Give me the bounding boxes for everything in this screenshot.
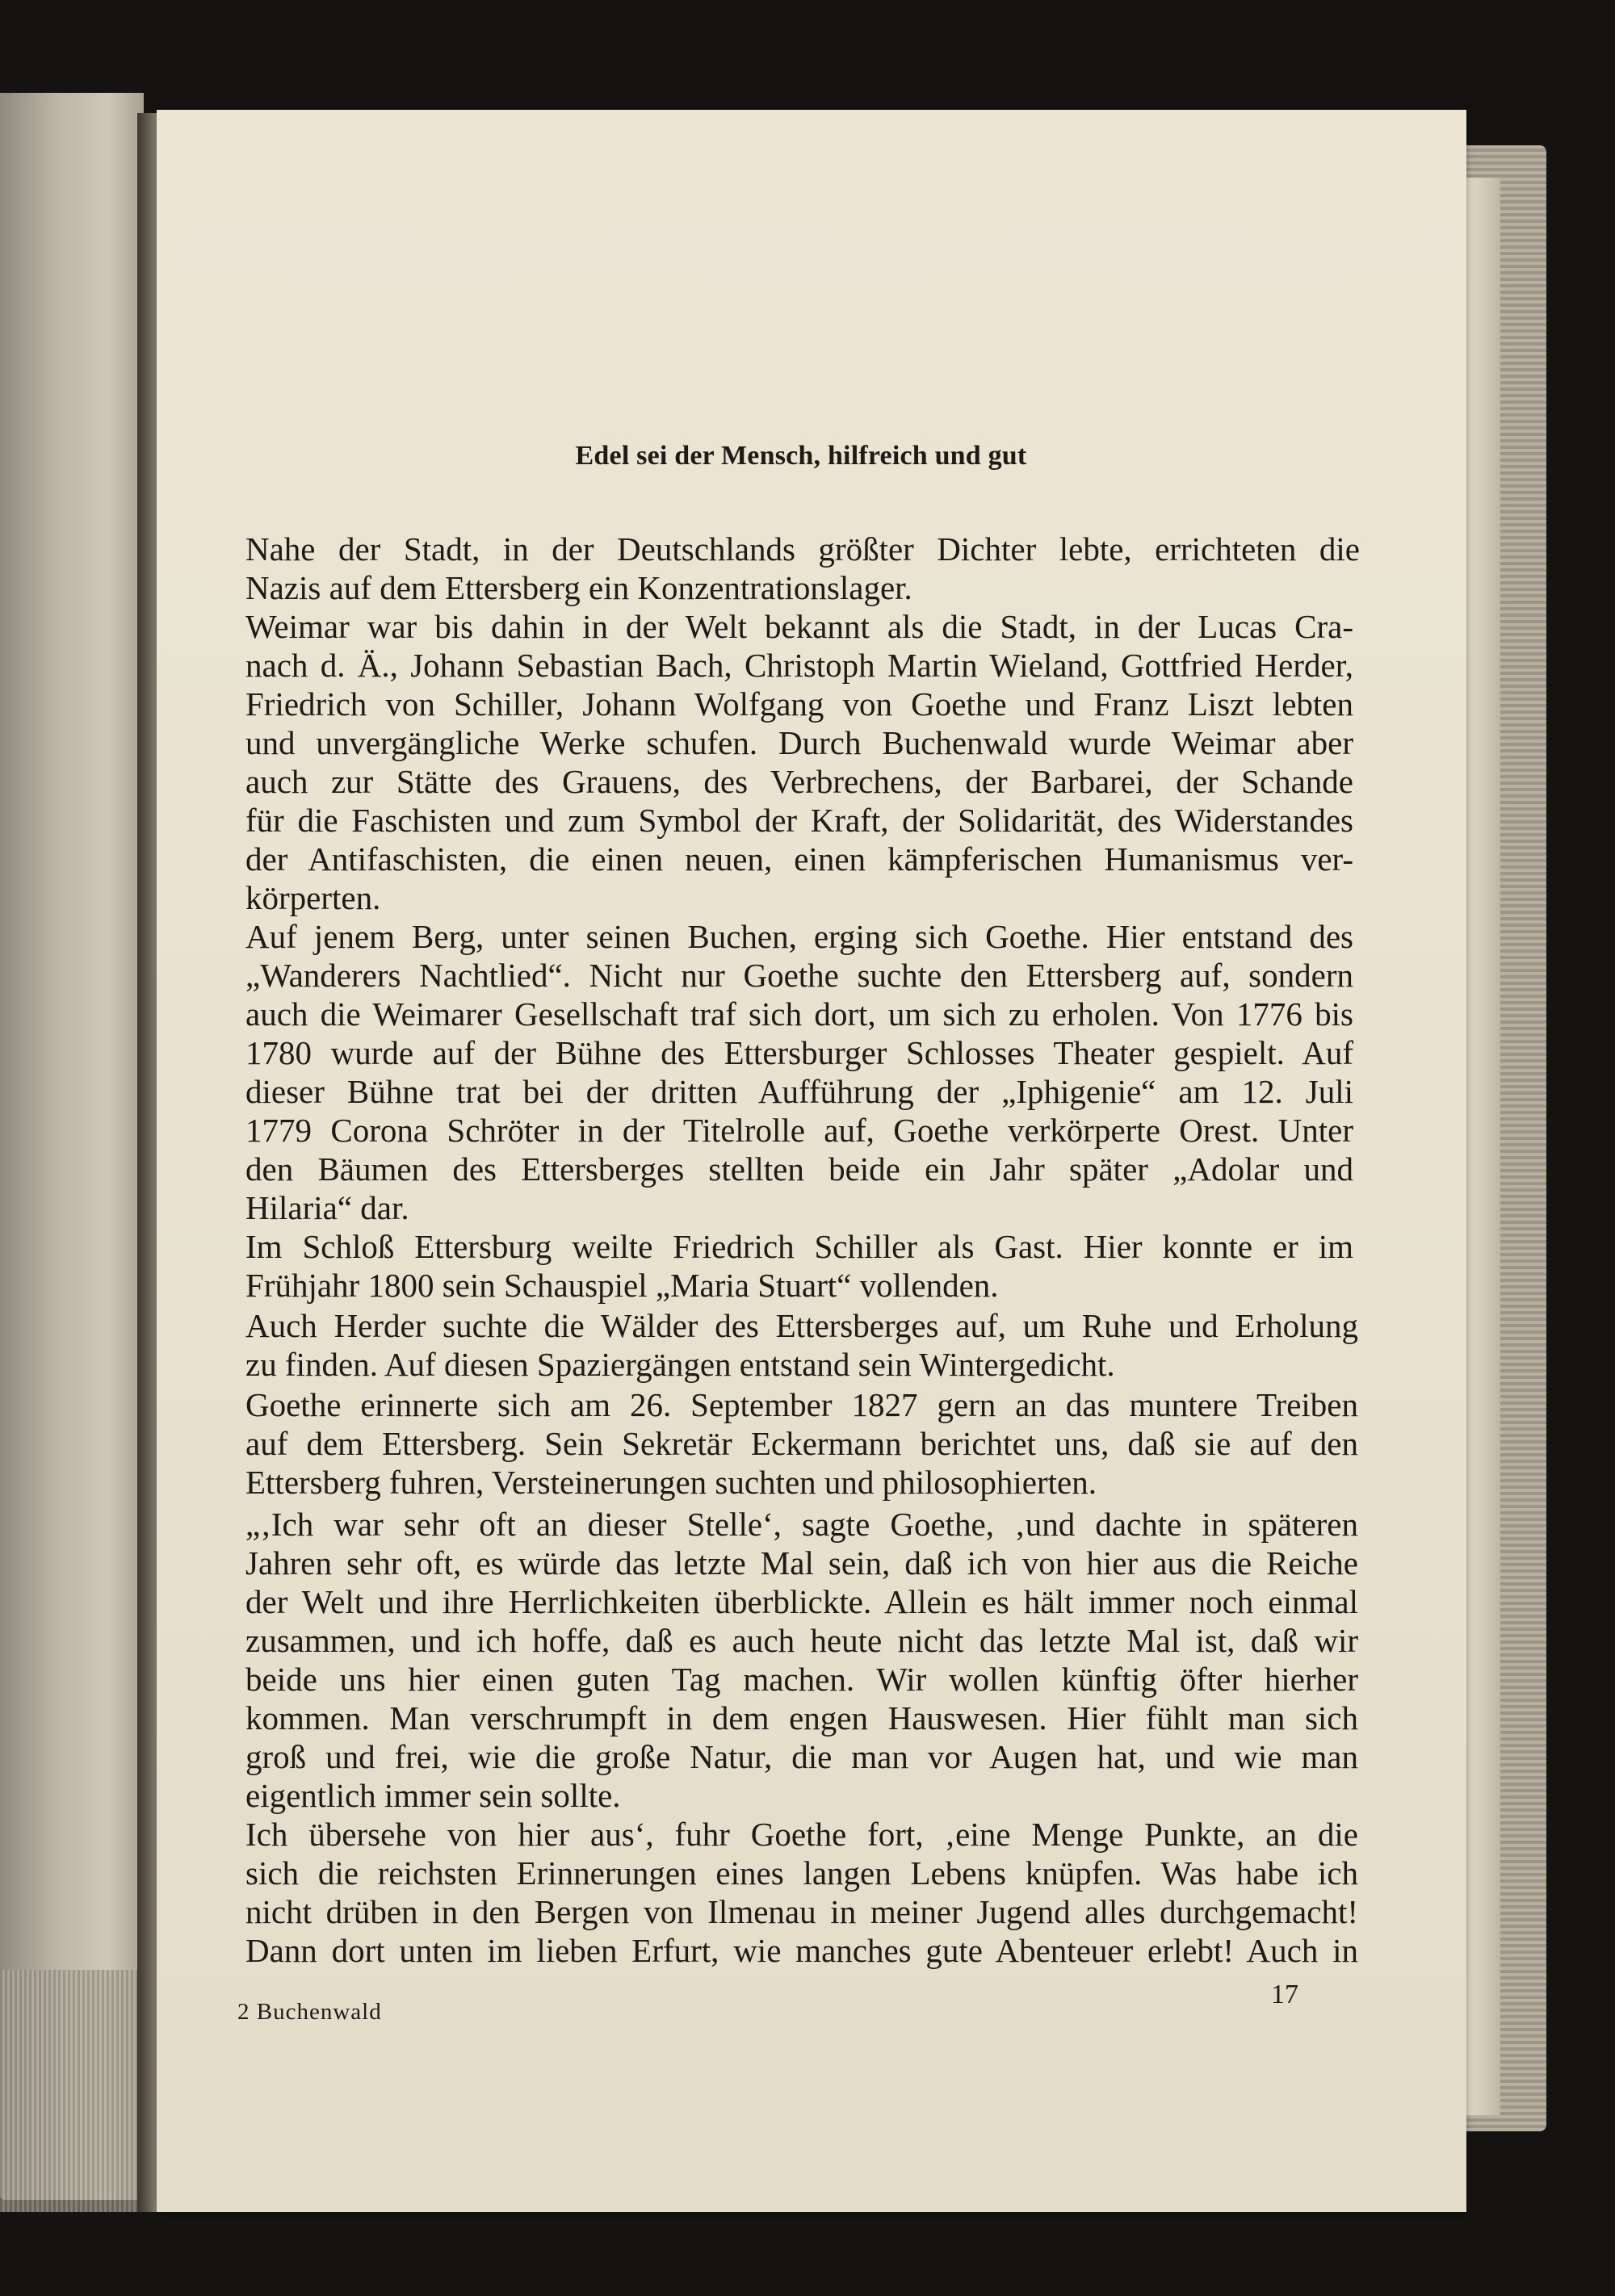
text-line: Auf jenem Berg, unter seinen Buchen, erging sich Goethe. Hier entstand des — [245, 918, 1353, 955]
text-line: Im Schloß Ettersburg weilte Friedrich Schiller als Gast. Hier konnte er im — [245, 1228, 1353, 1265]
left-page — [0, 93, 144, 2200]
text-line: Ettersberg fuhren, Versteinerungen suchten und philosophierten. — [245, 1464, 1097, 1501]
text-line: Nahe der Stadt, in der Deutschlands größter Dichter lebte, errichteten die — [245, 530, 1360, 568]
text-line: „Wanderers Nachtlied“. Nicht nur Goethe suchte den Ettersberg auf, sondern — [245, 957, 1353, 994]
text-line: dieser Bühne trat bei der dritten Aufführung der „Iphigenie“ am 12. Juli — [245, 1073, 1353, 1110]
text-line: beide uns hier einen guten Tag machen. Wir wollen künftig öfter hierher — [245, 1661, 1358, 1698]
text-line: groß und frei, wie die große Natur, die man vor Augen hat, und wie man — [245, 1738, 1358, 1775]
text-line: Hilaria“ dar. — [245, 1189, 409, 1226]
text-line: nach d. Ä., Johann Sebastian Bach, Christoph Martin Wieland, Gottfried Herder, — [245, 647, 1353, 684]
signature-mark: 2 Buchenwald — [237, 1999, 382, 2025]
text-line: Frühjahr 1800 sein Schauspiel „Maria Stuart“ vollenden. — [245, 1267, 999, 1304]
text-line: Nazis auf dem Ettersberg ein Konzentrationslager. — [245, 569, 912, 606]
text-line: der Antifaschisten, die einen neuen, einen kämpferischen Humanismus ver- — [245, 840, 1353, 878]
text-line: sich die reichsten Erinnerungen eines langen Lebens knüpfen. Was habe ich — [245, 1854, 1358, 1892]
text-line: Jahren sehr oft, es würde das letzte Mal sein, daß ich von hier aus die Reiche — [245, 1544, 1358, 1582]
text-line: der Welt und ihre Herrlichkeiten überblickte. Allein es hält immer noch einmal — [245, 1583, 1358, 1620]
text-line: Weimar war bis dahin in der Welt bekannt als die Stadt, in der Lucas Cra- — [245, 608, 1353, 645]
text-line: Friedrich von Schiller, Johann Wolfgang von Goethe und Franz Liszt lebten — [245, 685, 1353, 723]
text-line: auf dem Ettersberg. Sein Sekretär Eckermann berichtet uns, daß sie auf den — [245, 1425, 1358, 1462]
text-line: Ich übersehe von hier aus‘, fuhr Goethe fort, ‚eine Menge Punkte, an die — [245, 1816, 1358, 1853]
text-line: zu finden. Auf diesen Spaziergängen entstand sein Wintergedicht. — [245, 1346, 1115, 1383]
text-line: Auch Herder suchte die Wälder des Ettersberges auf, um Ruhe und Erholung — [245, 1307, 1358, 1344]
text-line: für die Faschisten und zum Symbol der Kraft, der Solidarität, des Widerstandes — [245, 802, 1353, 839]
book-page — [157, 110, 1466, 2212]
text-line: und unvergängliche Werke schufen. Durch Buchenwald wurde Weimar aber — [245, 724, 1353, 761]
text-line: eigentlich immer sein sollte. — [245, 1777, 621, 1814]
text-line: Dann dort unten im lieben Erfurt, wie manches gute Abenteuer erlebt! Auch in — [245, 1932, 1358, 1969]
text-line: „‚Ich war sehr oft an dieser Stelle‘, sagte Goethe, ‚und dachte in späteren — [245, 1506, 1358, 1543]
text-line: auch zur Stätte des Grauens, des Verbrechens, der Barbarei, der Schande — [245, 763, 1353, 800]
text-line: 1780 wurde auf der Bühne des Ettersburger Schlosses Theater gespielt. Auf — [245, 1034, 1353, 1071]
text-line: den Bäumen des Ettersberges stellten beide ein Jahr später „Adolar und — [245, 1150, 1353, 1188]
text-line: zusammen, und ich hoffe, daß es auch heute nicht das letzte Mal ist, daß wir — [245, 1622, 1358, 1659]
left-page-edge — [0, 1970, 137, 2212]
text-line: nicht drüben in den Bergen von Ilmenau in meiner Jugend alles durchgemacht! — [245, 1893, 1358, 1930]
text-line: 1779 Corona Schröter in der Titelrolle auf, Goethe verkörperte Orest. Unter — [245, 1112, 1353, 1149]
text-line: Goethe erinnerte sich am 26. September 1827 gern an das muntere Treiben — [245, 1386, 1358, 1423]
text-line: körperten. — [245, 879, 381, 916]
text-line: kommen. Man verschrumpft in dem engen Hauswesen. Hier fühlt man sich — [245, 1699, 1358, 1737]
chapter-heading: Edel sei der Mensch, hilfreich und gut — [575, 441, 1027, 471]
page-number: 17 — [1271, 1980, 1298, 2009]
text-line: auch die Weimarer Gesellschaft traf sich dort, um sich zu erholen. Von 1776 bis — [245, 995, 1353, 1033]
